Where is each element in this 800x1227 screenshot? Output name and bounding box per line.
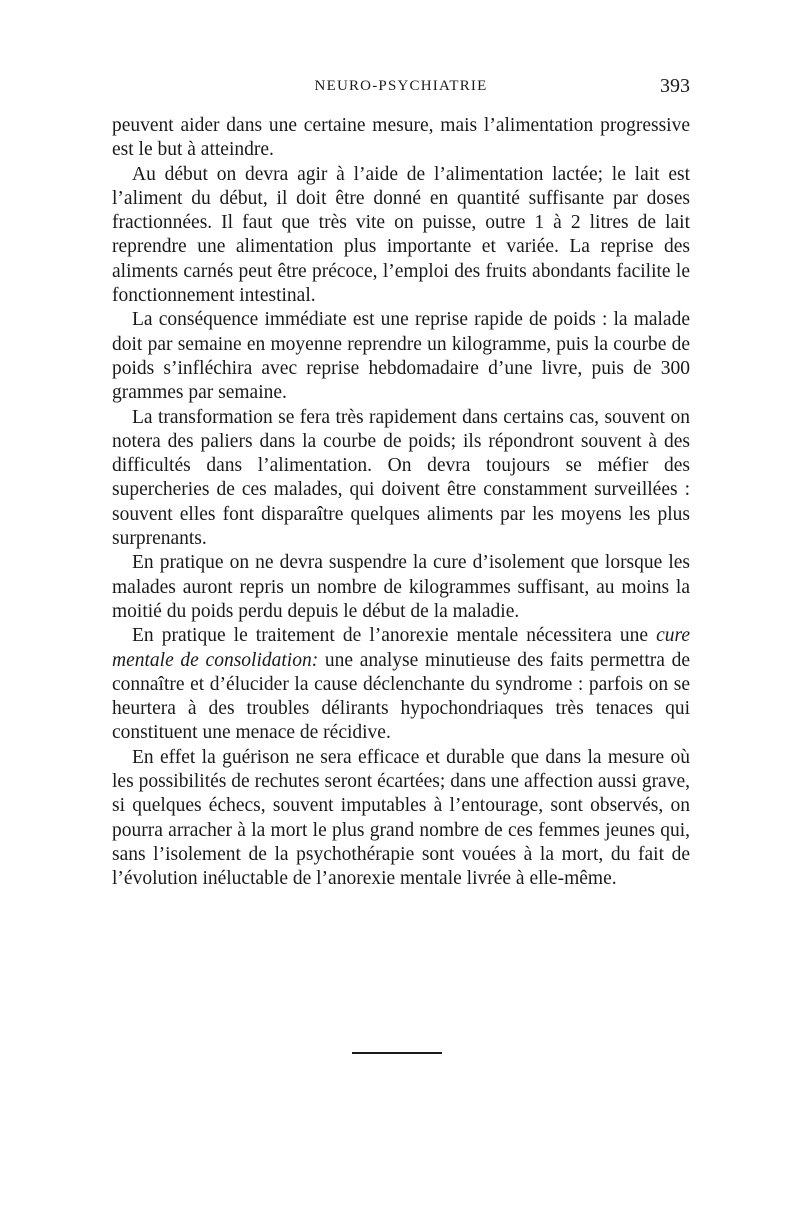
paragraph-poids: La conséquence immédiate est une reprise rapide de poids : la malade doit par semaine en moyenne reprendre un kilogramme, puis la courbe de poids s’infléchira avec reprise hebdomadaire d’une livre, puis de 300 grammes par semaine. [112,309,690,404]
paragraph-cure-mentale-end: une analyse minutieuse des faits permettra de connaître et d’élucider la cause déclenchante du syndrome : parfois on se heurtera à des troubles délirants hypochondriaques très tenaces qui constituent une menace de récidive. [112,649,690,744]
paragraph-guerison: En effet la guérison ne sera efficace et durable que dans la mesure où les possibilités de rechutes seront écartées; dans une affection aussi grave, si quelques échecs, souvent imputables à l’entourage, sont observés, on pourra arracher à la mort le plus grand nombre de ces femmes jeunes qui, sans l’isolement de la psychothérapie sont vouées à la mort, du fait de l’évolution inéluctable de l’anorexie mentale livrée à elle-même. [112,746,690,890]
running-title: NEURO-PSYCHIATRIE [314,78,488,94]
page-number: 393 [660,75,690,97]
paragraph-cure-mentale-start: En pratique le traitement de l’anorexie mentale nécessitera une [132,625,657,647]
paragraph-lactee: Au début on devra agir à l’aide de l’alimentation lactée; le lait est l’aliment du début, il doit être donné en quantité suffisante par doses fractionnées. Il faut que très vite on puisse, outre 1 à 2 litres de lait reprendre une alimentation plus importante et variée. La reprise des aliments carnés peut être précoce, l’emploi des fruits abondants facilite le fonctionnement intestinal. [112,163,690,307]
body-text [112,114,690,892]
paragraph-continued: peuvent aider dans une certaine mesure, mais l’alimentation progressive est le but à atteindre. [112,115,690,161]
paragraph-transformation: La transformation se fera très rapidement dans certains cas, souvent on notera des paliers dans la courbe de poids; ils répondront souvent à des difficultés dans l’alimentation. On devra toujours se méfier des supercheries de ces malades, qui doivent être constamment surveillées : souvent elles font disparaître quelques aliments par les moyens les plus surprenants. [112,406,690,550]
paragraph-isolement: En pratique on ne devra suspendre la cure d’isolement que lorsque les malades auront repris un nombre de kilogrammes suffisant, au moins la moitié du poids perdu depuis le début de la maladie. [112,552,690,622]
running-head [112,75,690,102]
paragraph-cure-mentale [112,624,690,745]
end-rule [352,1052,442,1054]
italic-cure-mentale: cure mentale de consolidation: [112,625,690,671]
